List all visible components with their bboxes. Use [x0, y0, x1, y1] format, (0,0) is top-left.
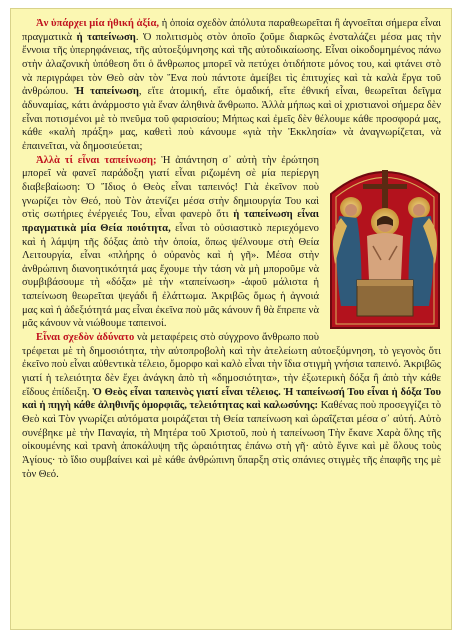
- paragraph-3: Εἶναι σχεδὸν ἀδύνατο νὰ μεταφέρεις στὸ σύγχρονο ἄνθρωπο ποὺ τρέφεται μὲ τὴ δημοσιότητα, τὴν αὐτοπροβολὴ καὶ τὴν ἀτελείωτη αὐτοεξύμνηση, τὸ γεγονὸς ὅτι ἐκεῖνο ποὺ εἶναι αὐθεντικὰ τέλειο, ὄμορφο καὶ καλὸ εἶναι τὴν ἴδια στιγμὴ γνήσια ταπεινό. Ἀκριβῶς γιατί ἡ τελειότητα δὲν ἔχει ἀνάγκη ἀπὸ τὴ «δημοσιότητα», τὴν ἐξωτερικὴ δόξα ἢ ἀπὸ τὴν κάθε εἴδους ἐπίδειξη. Ὁ Θεὸς εἶναι ταπεινὸς γιατί εἶναι τέλειος. Ἡ ταπείνωσή Του εἶναι ἡ δόξα Του καὶ ἡ πηγὴ κάθε ἀληθινῆς ὀμορφιᾶς, τελειότητας καὶ καλωσύνης: Καθένας ποὺ προσεγγίζει τὸ Θεὸ καὶ Τὸν γνωρίζει αὐτόματα μοιράζεται τὴ Θεία ταπείνωση καὶ ὡραΐζεται μέσα σ᾽ αὐτή. Αὐτὸ συνέβηκε μὲ τὴν Παναγία, τὴ Μητέρα τοῦ Χριστοῦ, ποὺ ἡ ταπείνωση Τὴν ἔκανε Χαρὰ ὅλης τῆς οἰκουμένης καὶ τρανὴ ἀποκάλυψη τῆς ὡραιότητας ἐπάνω στὴ γῆ· αὐτὸ ἔγινε καὶ μὲ ὅλους τοὺς Ἁγίους· τὸ ἴδιο συμβαίνει καὶ μὲ κάθε ἀνθρώπινη ὕπαρξη στὶς σπάνιες στιγμὲς τῆς ἐπαφῆς της μὲ τὸν Θεό.: [22, 332, 442, 480]
- paragraph-2: Ἀλλὰ τί εἶναι ταπείνωση; Ἡ ἀπάντηση σ᾽ αὐτὴ τὴν ἐρώτηση μπορεῖ νὰ φανεῖ παράδοξη γιατί εἶναι ριζωμένη σὲ μία περίεργη διαβεβαίωση: Ὁ Ἴδιος ὁ Θεὸς εἶναι ταπεινός! Γιὰ ἐκεῖνον ποὺ γνωρίζει τὸν Θεό, ποὺ Τὸν ἀτενίζει μέσα στὴν δημιουργία Του καὶ στὶς σωτήριες ἐνέργειές Του, εἶναι φανερὸ ὅτι ἡ ταπείνωση εἶναι πραγματικὰ μία Θεία ποιότητα, εἶναι τὸ οὐσιαστικὸ περιεχόμενο καὶ ἡ λάμψη τῆς δόξας ἀπὸ τὴν ὁποία, ὅπως ψέλνουμε στὴ Θεία Λειτουργία, εἶναι «πλήρης ὁ οὐρανὸς καὶ ἡ γῆ». Μέσα στὴν ἀνθρώπινη διανοητικότητά μας ἔχουμε τὴν τάση νὰ μὴ μποροῦμε νὰ συμβιβάσουμε τὴ «δόξα» μὲ τὴν «ταπείνωση» -ἀφοῦ μάλιστα ἡ ταπείνωση θεωρεῖται ψεγάδι ἢ ἐλάττωμα. Ἀκριβῶς ὅμως ἡ ἀγνοιά μας καὶ ἡ ἀδεξιότητά μας εἶναι ἐκεῖνα ποὺ μᾶς κάνουν ἢ θὰ ἔπρεπε νὰ μᾶς κάνουν νὰ νιώθουμε ταπεινοί.: [22, 154, 441, 332]
- lead-phrase-3: Εἶναι σχεδὸν ἀδύνατο: [36, 332, 135, 344]
- article-text: [22, 17, 441, 481]
- lead-phrase: Ἀν ὑπάρχει μία ἠθική ἀξία,: [36, 18, 160, 29]
- document-page: [10, 8, 452, 630]
- paragraph-1: Ἀν ὑπάρχει μία ἠθική ἀξία, ἡ ὁποία σχεδὸν ἀπόλυτα παραθεωρεῖται ἢ ἀγνοεῖται σήμερα εἶναι πραγματικὰ ἡ ταπείνωση. Ὁ πολιτισμὸς στὸν ὁποῖο ζοῦμε διαρκῶς ἐνσταλάζει μέσα μας τὴν ἔννοια τῆς ὑπερηφάνειας, τῆς αὐτοεξύμνησης καὶ τῆς αὐτοδικαίωσης. Εἶναι οἰκοδομημένος πάνω στὴν ἀλαζονικὴ ὑπόθεση ὅτι ὁ ἄνθρωπος μπορεῖ νὰ πετύχει ὁτιδήποτε μόνος του, καὶ φτάνει στὸ νὰ περιγράφει τὸν Θεὸ σὰν τὸν Ἕνα ποὺ πάντοτε ἀμείβει τὶς ἐπιτυχίες καὶ τὰ καλὰ ἔργα τοῦ ἀνθρώπου. Ἡ ταπείνωση, εἴτε ἀτομική, εἴτε ὁμαδική, εἴτε ἐθνική εἶναι, θεωρεῖται δεῖγμα ἀδυναμίας, κάτι ἀνάρμοστο γιὰ ἕναν ἀληθινὰ ἄνθρωπο. Ἀλλὰ μήπως καὶ οἱ χριστιανοὶ σήμερα δὲν εἶναι ποτισμένοι μὲ τὸ πνεῦμα τοῦ φαρισαίου; Μήπως καὶ ἐμεῖς δὲν θέλουμε κάθε προσφορά μας, κάθε «καλὴ πράξη» μας, καθετὶ ποὺ κάνουμε «γιὰ τὴν Ἐκκλησία» νὰ ἀναγνωρίζεται, νὰ ἐπαινεῖται, νὰ δημοσιεύεται;: [22, 18, 441, 152]
- icon-image: [327, 156, 443, 332]
- question-heading: Ἀλλὰ τί εἶναι ταπείνωση;: [36, 154, 157, 166]
